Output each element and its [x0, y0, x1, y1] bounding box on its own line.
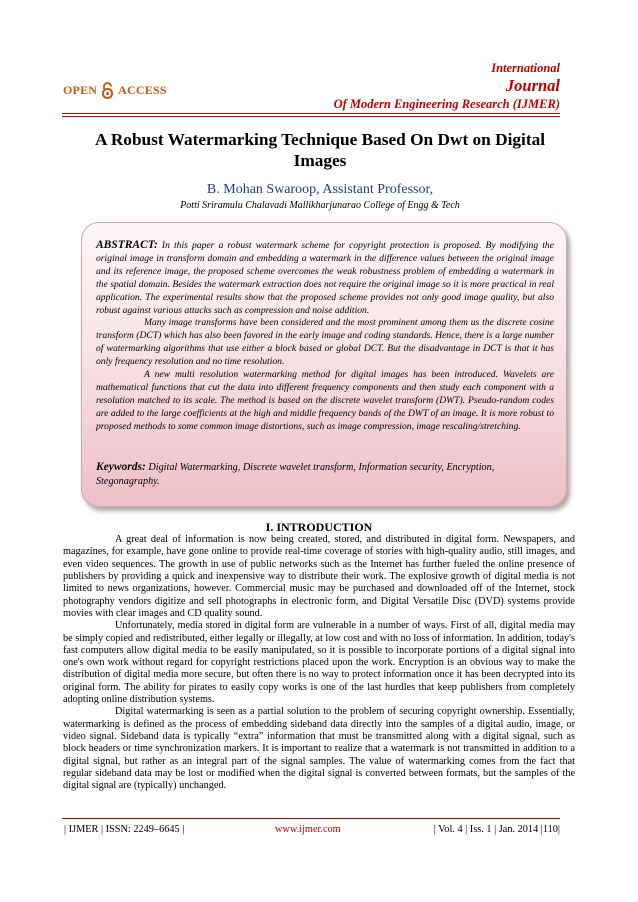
journal-line-1: International — [491, 61, 560, 75]
abstract-paragraph-1 — [96, 239, 554, 317]
paper-authors: B. Mohan Swaroop, Assistant Professor, — [206, 182, 434, 197]
footer-issn: | IJMER | ISSN: 2249–6645 | — [64, 824, 185, 835]
open-access-lock-icon — [101, 82, 114, 99]
paper-affiliation: Potti Sriramulu Chalavadi Mallikharjunarao College of Engg & Tech — [180, 200, 460, 211]
body-paragraph-3: Digital watermarking is seen as a partial solution to the problem of securing copyright ownership. Essentially, watermarking is defined as the process of embedding sideband data directly into the samples of a digital audio, image, or video signal. Sideband data is typically “extra” information that must be transmitted along with a digital signal, such as block headers or time synchronization markers. It is important to realize that a watermark is not transmitted in addition to a digital signal, but rather as an integral part of the signal samples. The value of watermarking comes from the fact that regular sideband data may be lost or modified when the digital signal is converted between formats, but the samples of the digital signal are (typically) unchanged. — [63, 706, 575, 792]
abstract-p1-text: In this paper a robust watermark scheme for copyright protection is proposed. By modifying the original image in transform domain and embedding a watermark in the difference values between the original image and its reference image, the proposed scheme overcomes the weak robustness problem of embedding a watermark in the spatial domain. Besides the watermark extraction does not require the original image so it is more practical in real application. The experimental results show that the proposed scheme provides not only good image quality, but also robust against various attacks such as compression and noise addition. — [96, 240, 554, 316]
open-access-logo — [63, 82, 167, 98]
footer-volume: | Vol. 4 | Iss. 1 | Jan. 2014 |110| — [433, 824, 560, 835]
paper-title: A Robust Watermarking Technique Based On Dwt on Digital Images — [94, 130, 546, 170]
abstract-paragraph-3: A new multi resolution watermarking method for digital images has been introduced. Wavelets are mathematical functions that cut the data into different frequency components and then study each component with a resolution matched to its scale. The method is based on the discrete wavelet transform (DWT). Pseudo-random codes are added to the large coefficients at the high and middle frequency bands of the DWT of an image. It is more robust to proposed methods to some common image distortions, such as image compression, image rescaling/stretching. — [96, 369, 554, 432]
page-footer — [62, 823, 560, 837]
section-heading-introduction: I. INTRODUCTION — [265, 520, 373, 534]
section-body — [63, 534, 575, 793]
footer-website-link[interactable]: www.ijmer.com — [275, 824, 341, 835]
abstract-paragraph-2: Many image transforms have been considered and the most prominent among them us the discrete cosine transform (DCT) which has also been favored in the early image and coding standards. Hence, there is a large number of watermarking algorithms that use either a block based or global DCT. But the disadvantage in DCT is that it has only frequency resolution and no time resolution. — [96, 317, 554, 368]
keywords-text: Digital Watermarking, Discrete wavelet transform, Information security, Encryption, Stegonagraphy. — [96, 462, 495, 487]
open-access-label-left: OPEN — [63, 82, 98, 97]
abstract-label: ABSTRACT: — [96, 239, 158, 251]
journal-name — [334, 60, 560, 112]
body-paragraph-2: Unfortunately, media stored in digital form are vulnerable in a number of ways. First of all, digital media may be simply copied and redistributed, either legally or illegally, at low cost and with no loss of information. In addition, today's fast computers allow digital media to be easily manipulated, so it is possible to incorporate portions of a digital signal into one's own work without regard for copyright restrictions placed upon the work. Encryption is an obvious way to make the distribution of digital media more secure, but often there is no way to protect information once it has been decrypted into its original form. The ability for pirates to easily copy works is one of the last hurdles that keep publishers from completely adopting online distribution systems. — [63, 620, 575, 706]
header-divider — [62, 113, 560, 114]
body-paragraph-1: A great deal of information is now being created, stored, and distributed in digital form. Newspapers, and magazines, for example, have gone online to provide real-time coverage of stories with high-quality audio, still images, and even video sequences. The growth in use of public networks such as the Internet has further fueled the online presence of publishers by providing a quick and inexpensive way to distribute their work. The explosive growth of digital media is not limited to news organizations, however. Commercial music may be purchased and downloaded off of the Internet, stock photography vendors digitize and sell photographs in electronic form, and Digital Versatile Disc (DVD) systems provide movies with clear images and CD quality sound. — [63, 534, 575, 619]
open-access-label-right: ACCESS — [118, 82, 167, 97]
header-divider-2 — [62, 116, 560, 117]
abstract-text — [96, 239, 554, 434]
journal-line-3: Of Modern Engineering Research (IJMER) — [333, 97, 560, 111]
footer-divider — [62, 818, 560, 819]
journal-line-2: Journal — [505, 76, 560, 95]
keywords-label: Keywords: — [96, 461, 146, 473]
keywords — [96, 461, 554, 488]
